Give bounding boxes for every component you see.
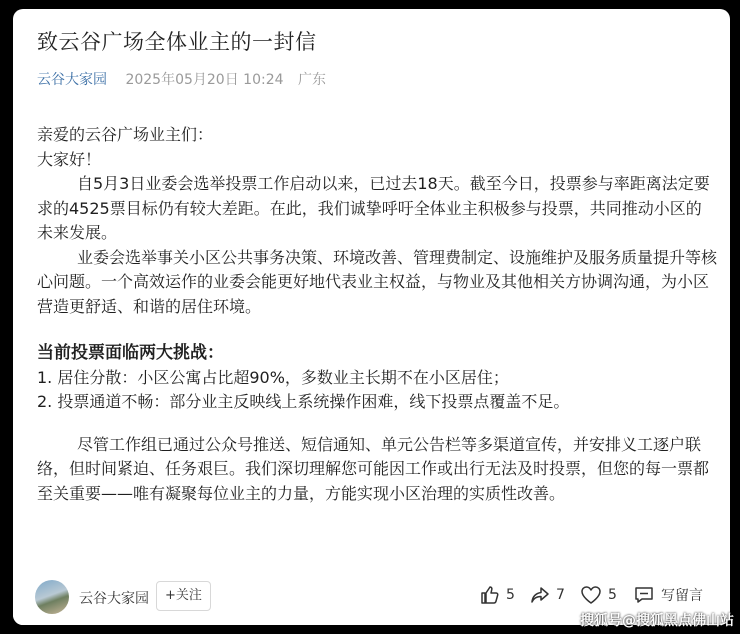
share-button[interactable] (530, 585, 565, 605)
favorite-count: 5 (608, 587, 617, 603)
article-body (37, 123, 717, 506)
section-heading: 当前投票面临两大挑战： (37, 343, 224, 363)
article-title: 致云谷广场全体业主的一封信 (37, 30, 317, 54)
like-count: 5 (506, 587, 515, 603)
source-link[interactable]: 云谷大家园 (37, 72, 107, 88)
spacer (37, 415, 717, 433)
watermark: 搜狐号@搜狐黑点佛山站 (580, 613, 734, 629)
greeting: 大家好！ (37, 149, 102, 169)
like-button[interactable] (480, 585, 515, 605)
paragraph-2: 业委会选举事关小区公共事务决策、环境改善、管理费制定、设施维护及服务质量提升等核心问题。一个高效运作的业委会能更好地代表业主权益，与物业及其他相关方协调沟通，为小区营造更舒适、和谐的居住环境。 (37, 247, 718, 316)
comment-label: 写留言 (661, 588, 703, 604)
salutation: 亲爱的云谷广场业主们： (37, 125, 214, 144)
comment-icon (633, 585, 655, 605)
publish-location: 广东 (297, 72, 326, 88)
list-item-2: 2. 投票通道不畅：部分业主反映线上系统操作困难，线下投票点覆盖不足。 (37, 392, 570, 411)
paragraph-1: 自5月3日业委会选举投票工作启动以来，已过去18天。截至今日，投票参与率距离法定要求的4525票目标仍有较大差距。在此，我们诚挚呼吁全体业主积极参与投票，共同推动小区的未来发展。 (37, 174, 710, 242)
publish-datetime: 2025年05月20日 10:24 (125, 72, 284, 88)
share-icon (530, 585, 550, 605)
author-name[interactable]: 云谷大家园 (79, 591, 149, 607)
article-content (13, 9, 730, 571)
thumbs-up-icon (480, 585, 500, 605)
favorite-button[interactable] (580, 585, 617, 605)
follow-button[interactable]: +关注 (156, 581, 211, 611)
list-item-1: 1. 居住分散：小区公寓占比超90%，多数业主长期不在小区居住； (37, 367, 509, 387)
comment-button[interactable] (633, 585, 703, 605)
author-avatar[interactable] (35, 580, 69, 614)
heart-icon (580, 585, 602, 605)
article-meta (37, 69, 336, 89)
article-card (13, 9, 730, 625)
share-count: 7 (556, 587, 565, 603)
spacer (37, 319, 717, 341)
paragraph-3: 尽管工作组已通过公众号推送、短信通知、单元公告栏等多渠道宣传，并安排义工逐户联络，但时间紧迫、任务艰巨。我们深切理解您可能因工作或出行无法及时投票，但您的每一票都至关重要——唯有凝聚每位业主的力量，方能实现小区治理的实质性改善。 (37, 434, 710, 503)
